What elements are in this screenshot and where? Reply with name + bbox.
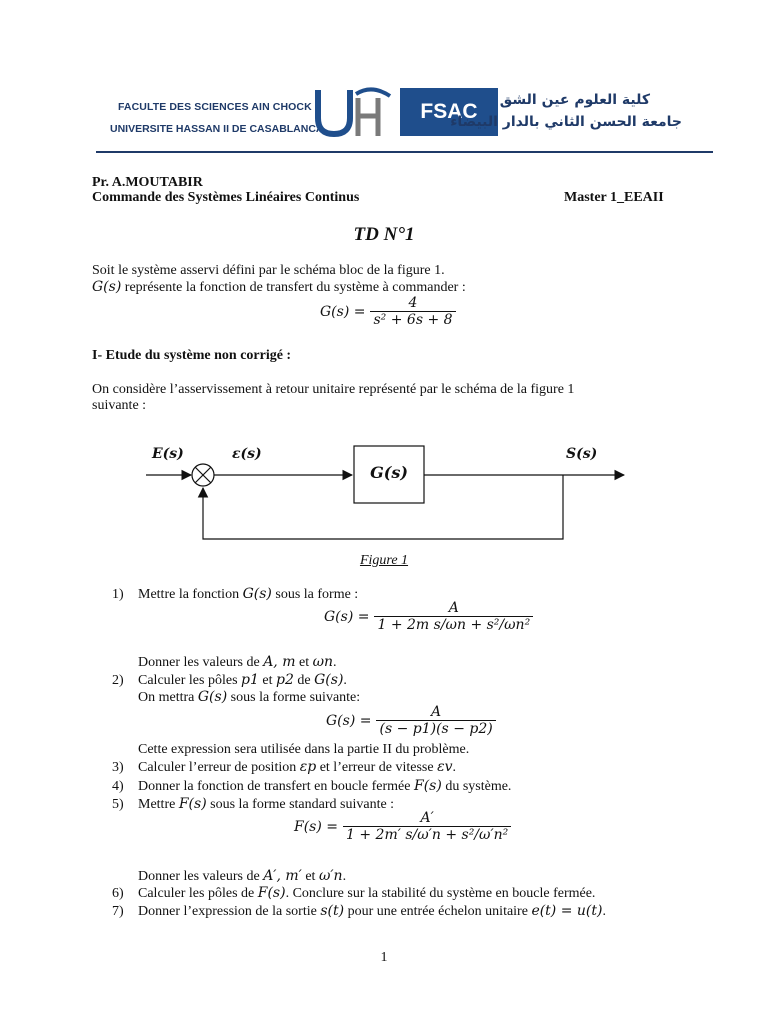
symbol-g-of-s: G(s) (242, 586, 272, 602)
question-text: . (342, 869, 347, 884)
question-2-follow (138, 741, 469, 758)
symbol-unit-step: e(t) = u(t) (531, 903, 603, 919)
question-text: Calculer les pôles (138, 673, 242, 688)
intro-line1: Soit le système asservi défini par le schéma bloc de la figure 1. (92, 263, 445, 278)
input-label: E(s) (152, 446, 184, 462)
question-number: 7) (112, 904, 124, 919)
question-text: sous la forme suivante: (227, 690, 361, 705)
question-text: de (293, 673, 315, 688)
question-2 (112, 672, 347, 689)
equation-numerator: A′ (420, 810, 434, 826)
symbol-f-of-s: F(s) (414, 778, 442, 794)
symbols-a-m: A, m (263, 654, 296, 670)
block-label: G(s) (370, 463, 408, 482)
logo-u-shape (318, 90, 350, 134)
question-1-follow (138, 654, 337, 671)
question-text: Mettre (138, 797, 179, 812)
question-text: et (258, 673, 277, 688)
question-number: 5) (112, 797, 124, 812)
symbol-omega-n-prime: ω′n (318, 868, 343, 884)
intro-line2 (92, 279, 466, 296)
question-text: . (452, 760, 457, 775)
question-3 (112, 759, 457, 776)
symbols-a-m-prime: A′, m′ (263, 868, 302, 884)
author-name: Pr. A.MOUTABIR (92, 175, 203, 190)
symbol-omega-n: ωn (312, 654, 334, 670)
university-logo (312, 84, 392, 140)
question-text: On mettra (138, 690, 198, 705)
question-text: sous la forme : (271, 587, 359, 602)
faculty-name-line1: FACULTE DES SCIENCES AIN CHOCK (118, 101, 312, 113)
equation-lhs: G(s) = (320, 303, 366, 320)
question-5-follow (138, 868, 346, 885)
equation-denominator: 1 + 2m s/ωn + s²/ωn² (374, 616, 533, 633)
symbol-f-of-s: F(s) (257, 885, 286, 901)
equation-numerator: 4 (408, 295, 418, 311)
logo-swoosh (356, 89, 390, 96)
intro-line2-text: représente la fonction de transfert du système à commander : (121, 280, 466, 295)
page-title: TD N°1 (353, 224, 415, 245)
equation-g-of-s (320, 295, 456, 328)
question-number: 6) (112, 886, 124, 901)
question-text: Donner la fonction de transfert en boucle fermée (138, 779, 414, 794)
symbol-p2: p2 (276, 672, 294, 688)
summing-junction (192, 464, 214, 486)
equation-standard-form (324, 600, 533, 633)
arabic-name-line1: كلية العلوم عين الشق (499, 92, 650, 108)
question-text: Donner l’expression de la sortie (138, 904, 321, 919)
logo-badge: FSAC (400, 88, 498, 136)
question-text: . (343, 673, 347, 688)
section-para-line2: suivante : (92, 398, 147, 413)
arabic-name-line2: جامعة الحسن الثاني بالدار البيضاء (450, 114, 682, 130)
question-text: . Conclure sur la stabilité du système en boucle fermée. (285, 886, 596, 901)
question-number: 1) (112, 587, 124, 602)
question-text: du système. (441, 779, 512, 794)
question-number: 3) (112, 760, 124, 775)
question-number: 4) (112, 779, 124, 794)
symbol-p1: p1 (241, 672, 259, 688)
equation-lhs: G(s) = (324, 608, 370, 625)
question-text: et (301, 869, 319, 884)
equation-lhs: F(s) = (294, 818, 339, 835)
question-text: . (333, 655, 337, 670)
question-text: pour une entrée échelon unitaire (344, 904, 532, 919)
block-diagram (140, 440, 640, 550)
equation-closed-loop-form (294, 810, 511, 843)
equation-denominator: (s − p1)(s − p2) (376, 720, 495, 737)
question-text: Donner les valeurs de (138, 655, 264, 670)
symbol-g-of-s: G(s) (314, 672, 344, 688)
intro-line2-symbol: G(s) (92, 279, 122, 295)
question-text: Calculer les pôles de (138, 886, 258, 901)
question-text: Donner les valeurs de (138, 869, 264, 884)
section-heading: I- Etude du système non corrigé : (92, 348, 292, 363)
question-text: sous la forme standard suivante : (206, 797, 395, 812)
output-label: S(s) (566, 446, 598, 462)
equation-pole-form (326, 704, 496, 737)
question-text: et (295, 655, 313, 670)
question-text: . (602, 904, 606, 919)
symbol-s-of-t: s(t) (320, 903, 345, 919)
question-text: Cette expression sera utilisée dans la partie II du problème. (138, 742, 470, 757)
logo-h-shape (358, 98, 378, 136)
equation-denominator: 1 + 2m′ s/ω′n + s²/ω′n² (343, 826, 511, 843)
question-text: et l’erreur de vitesse (316, 760, 438, 775)
question-6 (112, 885, 596, 902)
question-text: Calculer l’erreur de position (138, 760, 300, 775)
faculty-name-line2: UNIVERSITE HASSAN II DE CASABLANCA (110, 123, 324, 135)
course-level: Master 1_EEAII (564, 190, 664, 205)
header-rule (96, 151, 713, 153)
question-number: 2) (112, 673, 124, 688)
figure-caption: Figure 1 (359, 553, 409, 568)
equation-numerator: A (448, 600, 459, 616)
equation-lhs: G(s) = (326, 712, 372, 729)
page-number: 1 (380, 950, 388, 965)
question-7 (112, 903, 606, 920)
equation-numerator: A (431, 704, 442, 720)
symbol-g-of-s: G(s) (197, 689, 228, 705)
question-text: Mettre la fonction (138, 587, 243, 602)
symbol-epsilon-p: εp (299, 759, 317, 775)
course-name: Commande des Systèmes Linéaires Continus (92, 190, 360, 205)
section-para-line1: On considère l’asservissement à retour unitaire représenté par le schéma de la figure 1 (92, 382, 575, 397)
symbol-f-of-s: F(s) (178, 796, 207, 812)
equation-denominator: s² + 6s + 8 (370, 311, 455, 328)
question-4 (112, 778, 512, 795)
error-label: ε(s) (232, 446, 262, 462)
symbol-epsilon-v: εv (437, 759, 453, 775)
